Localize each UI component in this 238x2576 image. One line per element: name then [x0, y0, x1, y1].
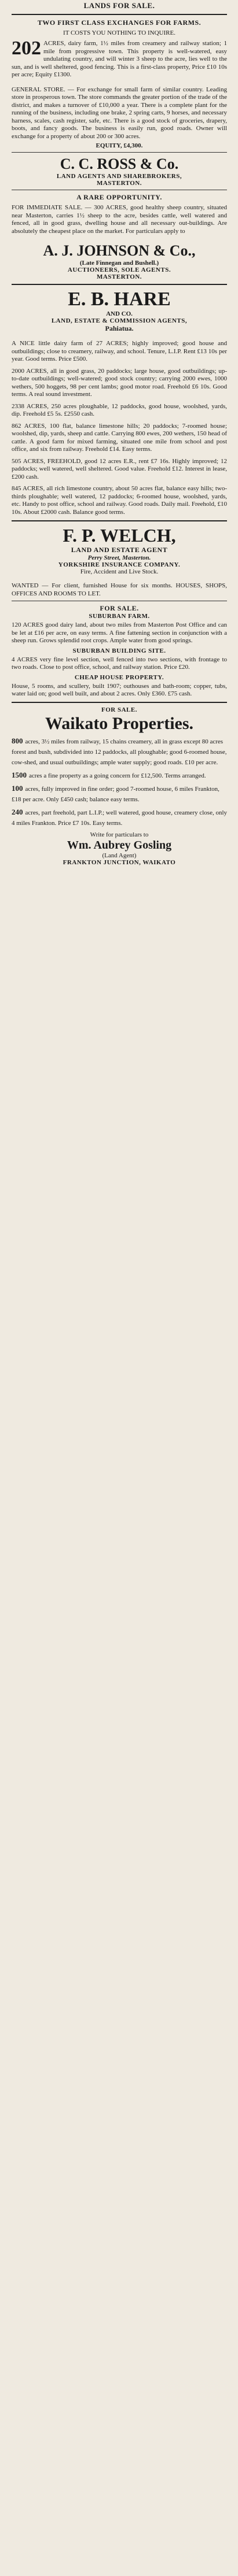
waikato-heading: Waikato Properties. — [45, 713, 194, 733]
newspaper-column — [12, 0, 227, 866]
ross-agency-block — [12, 156, 227, 187]
suburban-farm-heading: SUBURBAN FARM. — [89, 613, 150, 620]
waikato-ad — [12, 706, 227, 866]
agency-name: A. J. JOHNSON & Co., — [43, 242, 196, 259]
divider — [12, 152, 227, 153]
exchange-ad-heading: TWO FIRST CLASS EXCHANGES FOR FARMS. — [37, 18, 202, 27]
agency-place: MASTERTON. — [96, 273, 142, 280]
listing-item: 2000 ACRES, all in good grass, 20 paddocks; large house, good outbuildings; up-to-date outbuildings; well-watered; good stock country; carrying 2000 ewes, 1000 wethers, 500 hoggets, 98 per cent lambs; good motor road. Freehold £6 10s. Good terms. A real sound investment. — [12, 367, 227, 398]
waikato-item — [12, 770, 227, 780]
wanted-ad — [12, 582, 227, 598]
agency-line: LAND AGENTS AND SHAREBROKERS, — [56, 173, 182, 180]
waikato-item-text: acres, part freehold, part L.I.P.; well watered, good house, creamery close, only 4 miles Frankton. Price £7 10s. Easy terms. — [12, 809, 228, 827]
cheap-house-heading: CHEAP HOUSE PROPERTY. — [74, 673, 164, 681]
listing-item: 845 ACRES, all rich limestone country, about 50 acres flat, balance easy hills; two-thirds ploughable; well watered, 12 paddocks; 6-roomed house, woolshed, yards, etc. Handy to post office, school and railway. Good roads. Daily mail. Freehold, £10 10s. About £2000 cash. Balance good terms. — [12, 485, 227, 516]
building-site-body: 4 ACRES very fine level section, well fenced into two sections, with frontage to two roads. Close to post office, school, and railway station. Price £20. — [12, 656, 227, 671]
for-sale-ad — [12, 604, 227, 698]
listing-item: 505 ACRES, FREEHOLD, good 12 acres E.R., rent £7 16s. Highly improved; 12 paddocks; well watered, well sheltered. Good value. Freehold £12. Interest in lease, £200 cash. — [12, 457, 227, 480]
agency-insurance-types: Fire, Accident and Live Stock. — [80, 568, 159, 575]
waikato-item-text: acres, fully improved in fine order; good 7-roomed house, 6 miles Frankton, £18 per acre. Only £450 cash; balance easy terms. — [12, 785, 219, 803]
waikato-footer: Write for particulars to — [90, 831, 149, 838]
agency-name: F. P. WELCH, — [63, 525, 176, 546]
rare-opportunity-body: FOR IMMEDIATE SALE. — 300 ACRES, good healthy sheep country, situated near Masterton, carries 1½ sheep to the acre, besides cattle, well watered and fenced, all in good grass, dwelling house and all necessary out-buildings. Are absolutely the cheapest place on the market. For particulars apply to — [12, 204, 227, 235]
agency-line: AUCTIONEERS, SOLE AGENTS. — [67, 267, 171, 273]
exchange-ad-subheading: IT COSTS YOU NOTHING TO INQUIRE. — [63, 29, 175, 36]
agency-line: LAND, ESTATE & COMMISSION AGENTS, — [51, 317, 188, 324]
agency-sub: (Late Finnegan and Bushell.) — [79, 260, 159, 267]
exchange-ad-body: ACRES, dairy farm, 1½ miles from creamery and railway station; 1 mile from progressive town. This property is well-watered, easy undulating country, and will winter 3 sheep to the acre, lies well to the sun, and is well sheltered, good fencing. This is a first-class property, Price £10 10s per acre; Equity £1300. — [12, 40, 227, 78]
divider — [12, 520, 227, 521]
rare-opportunity-heading: A RARE OPPORTUNITY. — [76, 193, 162, 201]
listing-item: A NICE little dairy farm of 27 ACRES; highly improved; good house and outbuildings; close to creamery, railway, and school. Tenure, L.I.P. Rent £13 10s per year. Good terms. Price £500. — [12, 340, 227, 362]
divider — [12, 14, 227, 15]
rare-opportunity-ad — [12, 193, 227, 235]
building-site-heading: SUBURBAN BUILDING SITE. — [72, 647, 166, 654]
for-sale-heading: FOR SALE. — [100, 604, 139, 612]
listing-item: 2338 ACRES, 250 acres ploughable, 12 paddocks, good house, woolshed, yards, dip. Freehold £5 5s. £2550 cash. — [12, 402, 227, 417]
johnson-agency-block — [12, 242, 227, 280]
waikato-item — [12, 783, 227, 804]
agency-andco: AND CO. — [106, 310, 133, 317]
cheap-house-body: House, 5 rooms, and scullery, built 1907; outhouses and bath-room; copper, tubs, water laid on; good well built, and about 2 acres. Only £360. £75 cash. — [12, 682, 227, 697]
suburban-farm-body: 120 ACRES good dairy land, about two miles from Masterton Post Office and can be let at £16 per acre, on easy terms. A fine fattening section in conjunction with a sheep run. Grows splendid root crops. Ample water from good springs. — [12, 621, 227, 644]
hare-agency-block — [12, 288, 227, 333]
acreage-figure: 800 — [12, 736, 23, 745]
waikato-item — [12, 807, 227, 828]
waikato-item-text: acres a fine property as a going concern for £12,500. Terms arranged. — [29, 772, 206, 779]
waikato-item — [12, 736, 227, 767]
agent-sub: (Land Agent) — [102, 852, 137, 859]
general-store-body: GENERAL STORE. — For exchange for small farm of similar country. Leading store in prosperous town. The store commands the greater portion of the trade of the district, and makes a turnover of £10,000 a year. There is a complete plant for the running of the business, including one brake, 2 spring carts, 9 horses, and necessary harness, scales, cash register, safe, etc. There is a good stock of groceries, drapery, boots, and fancy goods. The business is easily run, good roads. Owner will exchange for a property of about 200 or 300 acres. — [12, 86, 227, 140]
equity-line: EQUITY, £4,300. — [96, 142, 143, 149]
agency-address: Perry Street, Masterton. — [87, 554, 151, 561]
waikato-item-text: acres, 3½ miles from railway, 15 chains creamery, all in grass except 80 acres forest and bush, subdivided into 12 paddocks, all ploughable; good 6-roomed house, cow-shed, and usual outbuildings; ample water supply; good roads. £10 per acre. — [12, 738, 227, 766]
acreage-figure: 202 — [12, 38, 41, 59]
welch-agency-block — [12, 525, 227, 575]
agency-insurance: YORKSHIRE INSURANCE COMPANY. — [58, 561, 181, 568]
agency-place: Pahiatua. — [105, 324, 134, 332]
agent-place: FRANKTON JUNCTION, WAIKATO — [63, 858, 176, 866]
agent-name: Wm. Aubrey Gosling — [67, 838, 172, 852]
agency-place: MASTERTON. — [96, 180, 142, 187]
agency-name: C. C. ROSS & Co. — [60, 156, 179, 172]
acreage-figure: 1500 — [12, 770, 27, 779]
waikato-label: FOR SALE. — [101, 706, 137, 713]
hare-listings — [12, 340, 227, 516]
section-title: LANDS FOR SALE. — [83, 1, 155, 10]
acreage-figure: 100 — [12, 783, 23, 793]
agency-line: LAND AND ESTATE AGENT — [71, 546, 168, 554]
general-store-ad — [12, 86, 227, 150]
divider — [12, 284, 227, 285]
listing-item: 862 ACRES, 100 flat, balance limestone hills; 20 paddocks; 7-roomed house; woolshed, dip, yards, sheep and cattle. Carrying 800 ewes, 200 wethers, 150 head of cattle. A good farm for mixed farming, situated one mile from school and post office, and six from railway. Freehold £14. Easy terms. — [12, 422, 227, 453]
exchange-ad — [12, 18, 227, 79]
acreage-figure: 240 — [12, 807, 23, 816]
agency-name: E. B. HARE — [68, 288, 171, 310]
divider — [12, 702, 227, 703]
wanted-body: WANTED — For client, furnished House for six months. HOUSES, SHOPS, OFFICES AND ROOMS TO LET. — [12, 582, 227, 597]
